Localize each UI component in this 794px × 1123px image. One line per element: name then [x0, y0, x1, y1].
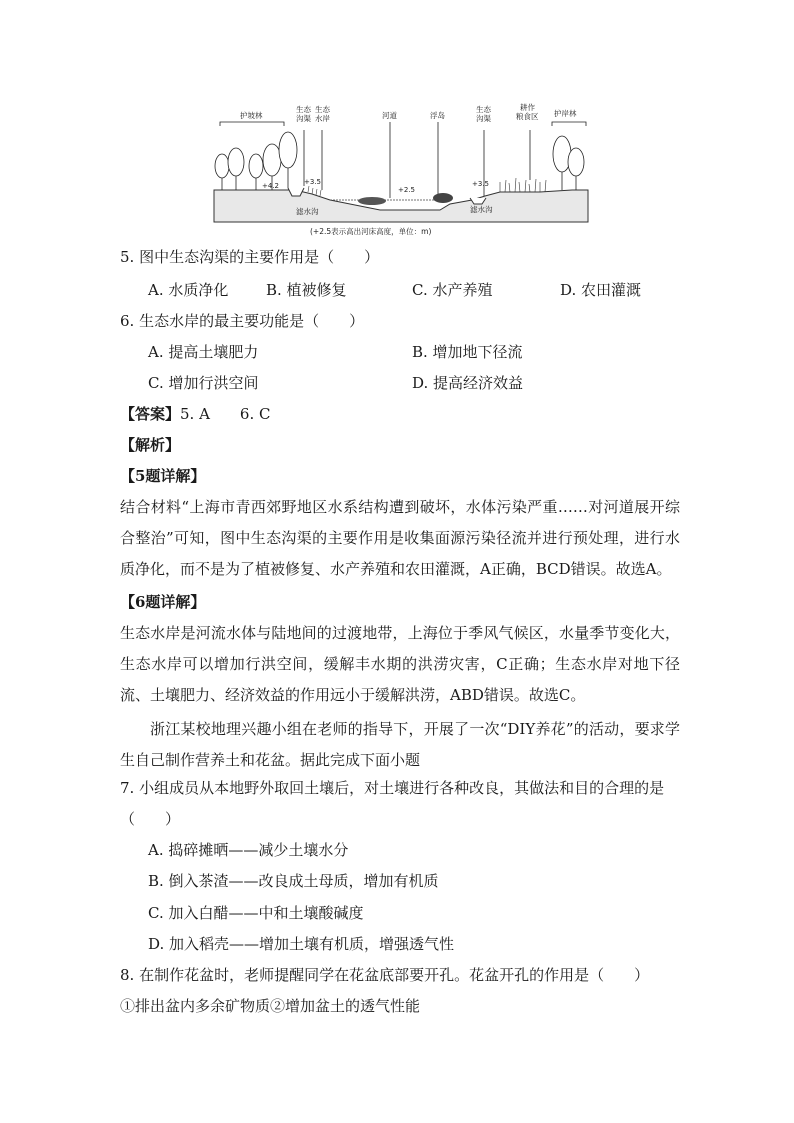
q5-detail-text: 结合材料“上海市青西郊野地区水系结构遭到破坏，水体污染严重……对河道展开综合整治”可知，图中生态沟渠的主要作用是收集面源污染径流并进行预处理，进行水质净化，而不是为了植被修复、水产养殖和农田灌溉，A正确，BCD错误。故选A。 — [120, 498, 680, 578]
height-label-3: +2.5 — [398, 186, 415, 194]
q6-stem: 6. 生态水岸的最主要功能是（ ） — [120, 312, 365, 330]
q7-option-c: C. 加入白醋——中和土壤酸碱度 — [148, 904, 364, 922]
answer-line — [120, 403, 271, 425]
q7-option-b: B. 倒入茶渣——改良成土母质，增加有机质 — [148, 872, 439, 890]
height-label-4: +3.5 — [472, 180, 489, 188]
q6-option-a: A. 提高土壤肥力 — [148, 343, 259, 361]
q7-option-d: D. 加入稻壳——增加土壤有机质，增强透气性 — [148, 935, 455, 953]
label-drain-right: 滤水沟 — [470, 205, 493, 214]
q8-stem: 8. 在制作花盆时，老师提醒同学在花盆底部要开孔。花盆开孔的作用是（ ） — [120, 966, 650, 984]
label-protect-bank-forest: 护岸林 — [554, 109, 577, 118]
height-label-2: +3.5 — [304, 178, 321, 186]
left-trees — [215, 132, 297, 190]
q5-option-a: A. 水质净化 — [148, 281, 229, 299]
label-eco-bank: 生态水岸 — [315, 105, 330, 123]
analysis-label: 【解析】 — [120, 436, 181, 454]
intro-text: 浙江某校地理兴趣小组在老师的指导下，开展了一次“DIY养花”的活动，要求学生自己制作营养土和花盆。据此完成下面小题 — [120, 720, 680, 769]
height-label-1: +4.2 — [262, 182, 279, 190]
q8-statements: ①排出盆内多余矿物质②增加盆土的透气性能 — [120, 997, 421, 1015]
q6-option-c: C. 增加行洪空间 — [148, 374, 259, 392]
q6-detail-text: 生态水岸是河流水体与陆地间的过渡地带，上海位于季风气候区，水量季节变化大，生态水岸可以增加行洪空间，缓解丰水期的洪涝灾害，C正确；生态水岸对地下径流、土壤肥力、经济效益的作用远小于缓解洪涝，ABD错误。故选C。 — [120, 624, 680, 704]
q6-detail-label: 【6题详解】 — [120, 593, 206, 611]
label-eco-ditch-left: 生态沟渠 — [296, 105, 311, 123]
q7-stem: 7. 小组成员从本地野外取回土壤后，对土壤进行各种改良，其做法和目的合理的是 — [120, 779, 665, 797]
label-farm-area: 耕作粮食区 — [516, 103, 539, 121]
answer-label: 【答案】 — [120, 405, 181, 423]
q6-option-b: B. 增加地下径流 — [412, 343, 523, 361]
label-eco-ditch-right: 生态沟渠 — [476, 105, 491, 123]
river-cross-section-figure — [200, 100, 600, 238]
q6-option-d: D. 提高经济效益 — [412, 374, 524, 392]
label-river: 河道 — [382, 111, 397, 120]
q7-paren: （ ） — [120, 810, 181, 828]
q5-option-b: B. 植被修复 — [266, 281, 347, 299]
figure-caption: (+2.5表示高出河床高度，单位：m) — [310, 227, 432, 236]
cross-section-diagram — [200, 100, 600, 238]
q7-option-a: A. 捣碎摊晒——减少土壤水分 — [148, 841, 349, 859]
right-trees — [553, 136, 584, 190]
answer-text: 5. A 6. C — [180, 405, 271, 423]
q5-detail-label: 【5题详解】 — [120, 467, 206, 485]
label-protect-slope-forest: 护坡林 — [240, 111, 263, 120]
farm-grass — [500, 178, 546, 192]
q5-option-d: D. 农田灌溉 — [560, 281, 642, 299]
label-drain-left: 滤水沟 — [296, 207, 319, 216]
label-floating-island: 浮岛 — [430, 111, 445, 120]
q5-option-c: C. 水产养殖 — [412, 281, 493, 299]
q5-stem: 5. 图中生态沟渠的主要作用是（ ） — [120, 248, 380, 266]
